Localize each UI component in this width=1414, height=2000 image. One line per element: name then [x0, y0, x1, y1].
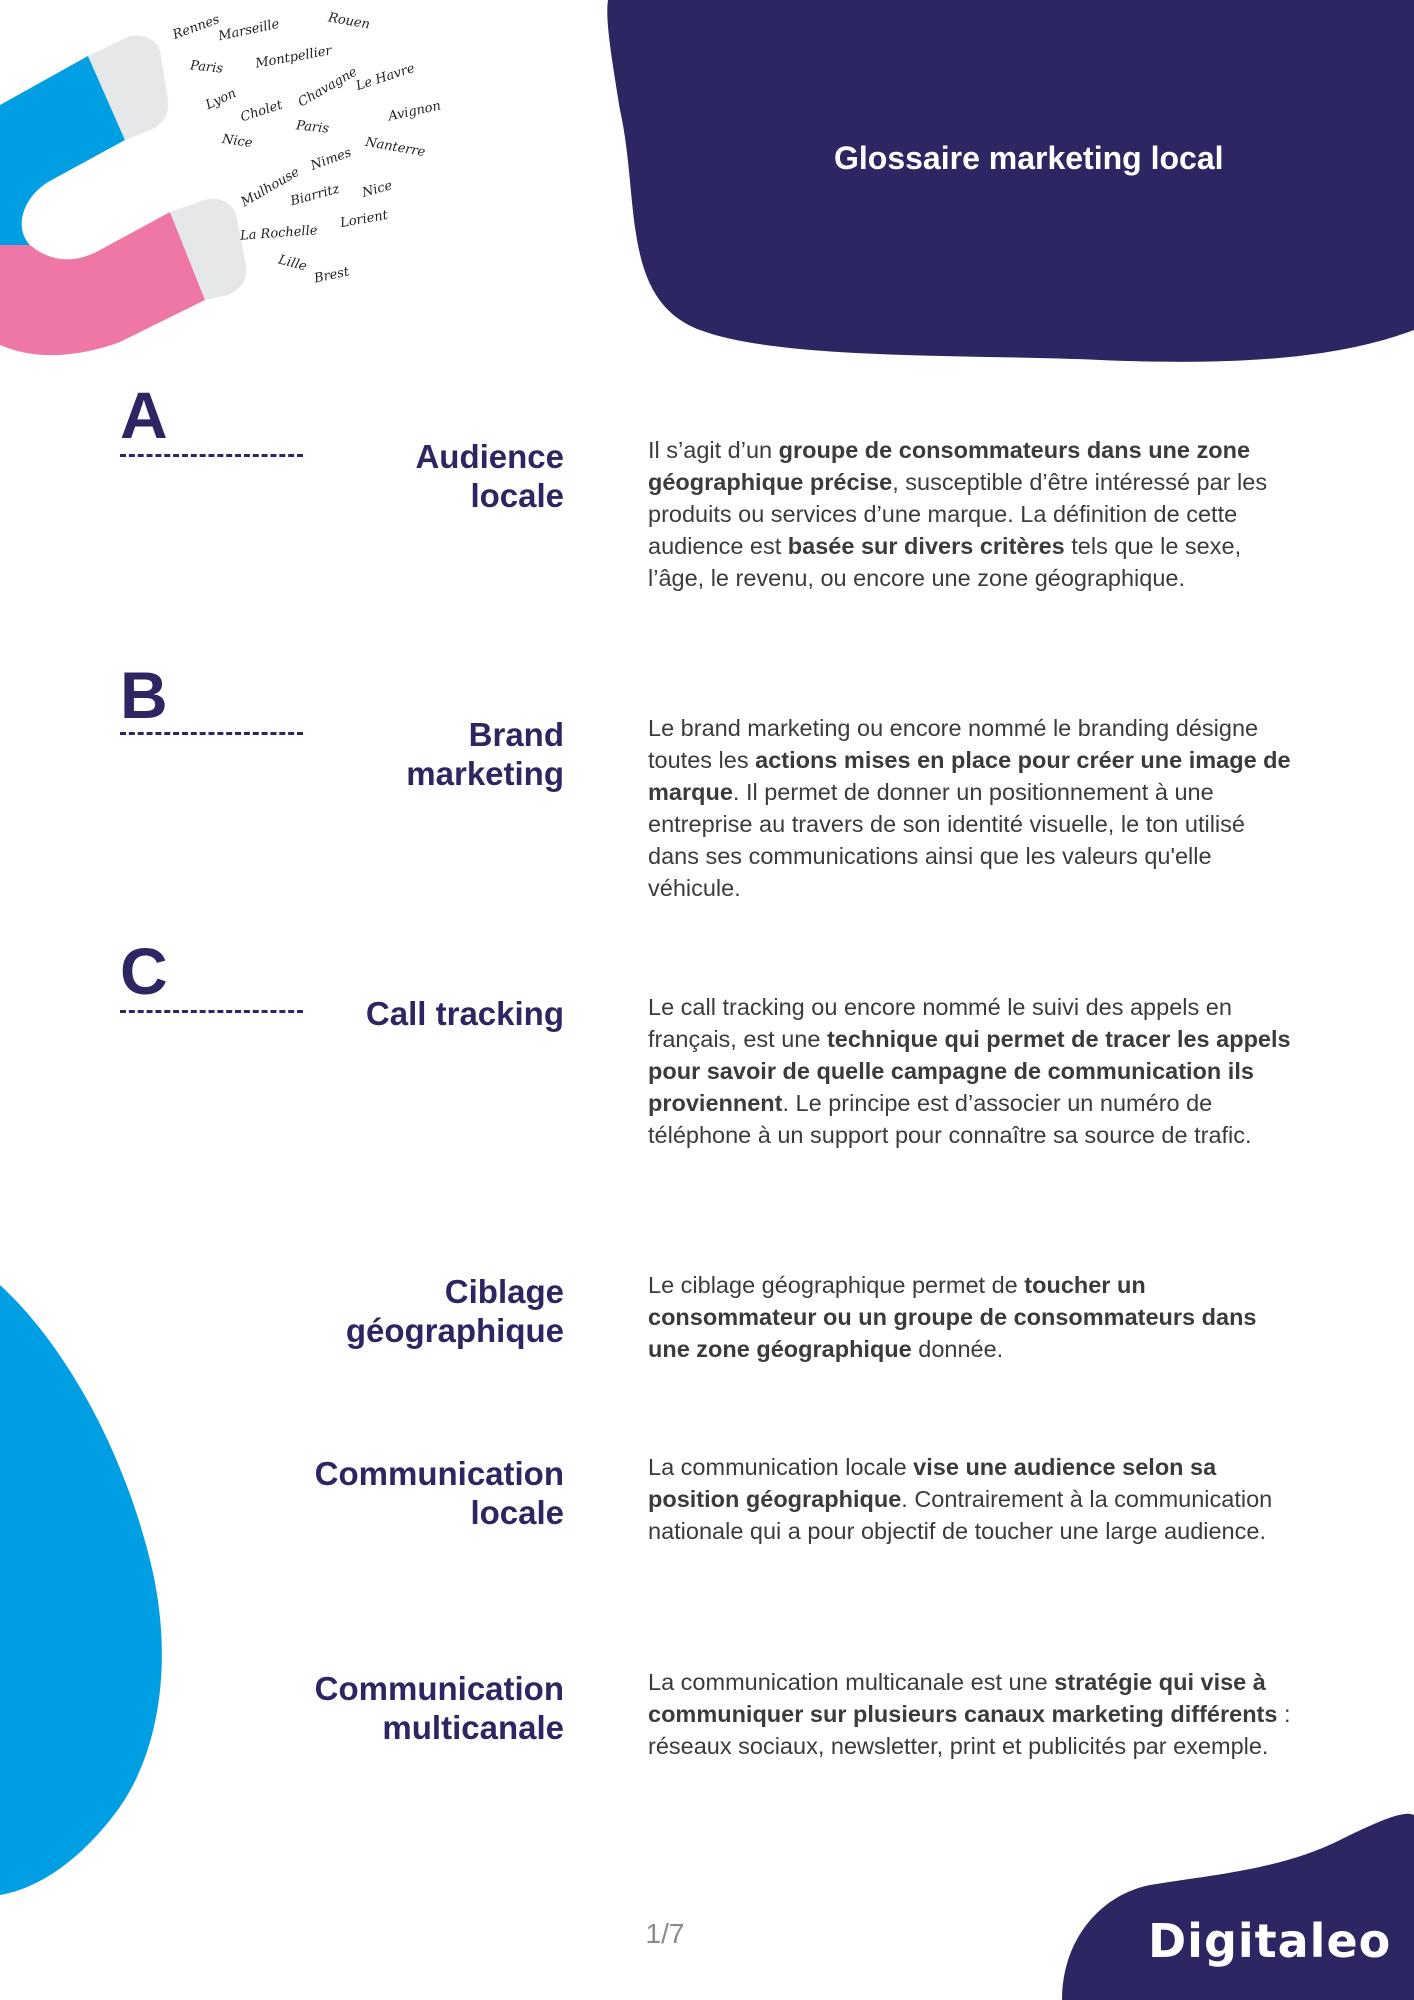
section-letter-c: C — [120, 934, 168, 1008]
term-line: Communication — [314, 1670, 564, 1707]
term-line: Ciblage — [444, 1273, 564, 1310]
city-label: Paris — [189, 58, 224, 77]
city-label: Rennes — [170, 12, 222, 43]
definition-text: . Contrairement à la communication nationale qui a pour objectif de toucher une large audience. — [648, 1486, 1273, 1544]
term-line: Call tracking — [365, 995, 564, 1032]
glossary-term — [240, 437, 564, 515]
term-line: Audience — [415, 438, 564, 475]
definition-text: . Le principe est d’associer un numéro de téléphone à un support pour connaître sa source de trafic. — [648, 1090, 1252, 1148]
glossary-definition — [648, 991, 1298, 1151]
term-line: multicanale — [382, 1709, 564, 1746]
definition-text: Le call tracking ou encore nommé le suivi des appels en français, est une — [648, 994, 1232, 1052]
glossary-definition — [648, 434, 1298, 594]
page-number: 1/7 — [645, 1918, 685, 1949]
definition-text: Il s’agit d’un — [648, 437, 779, 463]
glossary-definition — [648, 1451, 1298, 1547]
term-line: Communication — [314, 1455, 564, 1492]
glossary-definition — [648, 1666, 1298, 1762]
definition-text: , susceptible d’être intéressé par les produits ou services d’une marque. La définition de cette audience est — [648, 469, 1268, 559]
city-label: Brest — [312, 264, 351, 287]
city-label: Chavagne — [295, 64, 360, 111]
definition-bold-text: groupe de consommateurs dans une zone géographique précise — [648, 437, 1251, 495]
city-label: Biarritz — [288, 181, 342, 210]
term-line: marketing — [406, 755, 564, 792]
city-label: Lyon — [203, 85, 239, 114]
definition-bold-text: vise une audience selon sa position géographique — [648, 1454, 1217, 1512]
term-line: Brand — [468, 716, 564, 753]
section-letter-b: B — [120, 658, 168, 732]
city-label: La Rochelle — [239, 223, 318, 244]
glossary-term — [240, 994, 564, 1033]
header-navy-blob — [607, 0, 1414, 362]
definition-text: : réseaux sociaux, newsletter, print et publicités par exemple. — [648, 1701, 1291, 1759]
glossary-term — [240, 1454, 564, 1532]
city-label: Montpellier — [254, 43, 333, 72]
digitaleo-logo[interactable]: Digitaleo — [1148, 1914, 1392, 1968]
definition-bold-text: technique qui permet de tracer les appels pour savoir de quelle campagne de communication ils proviennent — [648, 1026, 1291, 1116]
glossary-term — [240, 1669, 564, 1747]
definition-bold-text: actions mises en place pour créer une image de marque — [648, 747, 1291, 805]
glossary-definition — [648, 1269, 1298, 1365]
definition-bold-text: stratégie qui vise à communiquer sur plusieurs canaux marketing différents — [648, 1669, 1278, 1727]
glossary-term — [240, 715, 564, 793]
definition-bold-text: basée sur divers critères — [787, 533, 1065, 559]
glossary-definition — [648, 712, 1298, 904]
city-label: Mulhouse — [238, 164, 303, 211]
term-line: locale — [470, 477, 564, 514]
definition-text: . Il permet de donner un positionnement à une entreprise au travers de son identité visuelle, le ton utilisé dans ses communications ainsi que les valeurs qu'elle véhicule. — [648, 779, 1245, 901]
city-label: Lille — [276, 252, 309, 275]
city-label: Nice — [221, 131, 254, 152]
city-label: Nanterre — [364, 134, 427, 161]
city-label: Nimes — [308, 145, 354, 174]
city-label: Lorient — [339, 207, 390, 232]
section-letter-a: A — [120, 378, 168, 452]
city-label: Marseille — [217, 16, 281, 45]
term-line: géographique — [345, 1312, 564, 1349]
definition-bold-text: toucher un consommateur ou un groupe de consommateurs dans une zone géographique — [648, 1272, 1257, 1362]
city-label: Nice — [360, 178, 394, 201]
definition-text: Le ciblage géographique permet de — [648, 1272, 1025, 1298]
definition-text: donnée. — [911, 1336, 1004, 1362]
term-line: locale — [470, 1494, 564, 1531]
footer-navy-blob — [1062, 1814, 1414, 2000]
definition-text: La communication multicanale est une — [648, 1669, 1055, 1695]
city-label: Le Havre — [354, 60, 417, 95]
left-blue-blob — [0, 1285, 162, 1895]
definition-text: tels que le sexe, l’âge, le revenu, ou encore une zone géographique. — [648, 533, 1242, 591]
city-label: Rouen — [327, 10, 372, 33]
definition-text: Le brand marketing ou encore nommé le branding désigne toutes les — [648, 715, 1259, 773]
city-label: Avignon — [387, 98, 443, 125]
page-title: Glossaire marketing local — [834, 140, 1224, 176]
city-label: Paris — [295, 118, 330, 137]
magnet-pink-arm — [0, 212, 205, 355]
glossary-term — [240, 1272, 564, 1350]
definition-text: La communication locale — [648, 1454, 914, 1480]
city-label: Cholet — [238, 97, 285, 126]
